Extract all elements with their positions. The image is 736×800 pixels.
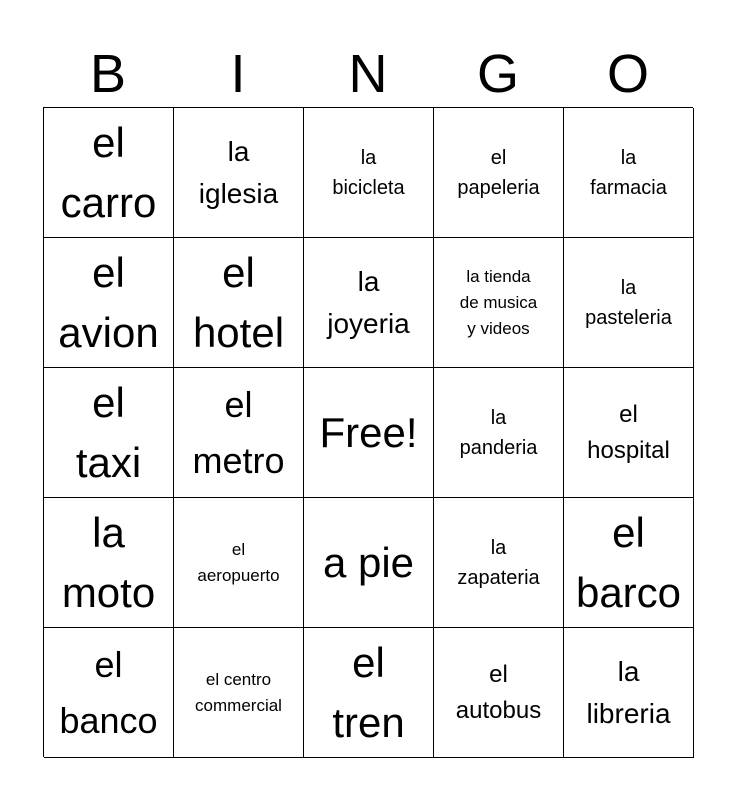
bingo-cell[interactable] [434, 498, 564, 628]
bingo-cell[interactable] [434, 628, 564, 758]
bingo-cell-label: el papeleria [457, 146, 540, 199]
bingo-cell-label: el metro [192, 383, 285, 481]
bingo-header [43, 40, 693, 108]
header-letter-g: G [476, 44, 519, 104]
bingo-cell-label: la zapateria [457, 536, 540, 589]
bingo-cell-label: el aeropuerto [197, 539, 280, 585]
bingo-cell-label: la tienda de musica y videos [459, 266, 538, 338]
bingo-cell[interactable] [174, 238, 304, 368]
bingo-cell-label: el taxi [75, 378, 142, 486]
bingo-cell[interactable] [304, 108, 434, 238]
bingo-cell-label: el centro commercial [195, 669, 282, 715]
bingo-cell[interactable] [564, 498, 694, 628]
bingo-cell-label: la farmacia [590, 146, 667, 199]
bingo-cell[interactable] [564, 238, 694, 368]
bingo-cell-label: el autobus [455, 660, 542, 724]
bingo-cell-label: el carro [60, 118, 157, 226]
bingo-cell[interactable] [304, 498, 434, 628]
bingo-cell-label: el tren [332, 638, 405, 746]
bingo-cell-label: la iglesia [198, 135, 279, 209]
header-letter-i: I [230, 44, 246, 104]
bingo-cell-label: la panderia [459, 406, 538, 459]
bingo-cell-label: la libreria [586, 655, 671, 729]
bingo-cell[interactable] [174, 628, 304, 758]
bingo-cell-label: el barco [575, 508, 682, 616]
bingo-cell[interactable] [174, 498, 304, 628]
bingo-cell[interactable] [304, 238, 434, 368]
bingo-cell-label: el hotel [192, 248, 285, 356]
bingo-cell-label: el hospital [587, 400, 670, 464]
bingo-cell-label: Free! [319, 408, 418, 456]
bingo-cell[interactable] [564, 108, 694, 238]
header-letter-o: O [606, 44, 649, 104]
bingo-cell-label: la moto [61, 508, 156, 616]
bingo-cell[interactable] [564, 628, 694, 758]
header-letter-b: B [89, 44, 127, 104]
bingo-cell[interactable] [44, 368, 174, 498]
bingo-cell[interactable] [434, 108, 564, 238]
bingo-cell-label: el banco [59, 643, 158, 741]
bingo-cell-label: a pie [322, 538, 415, 586]
header-letter-n: N [348, 44, 388, 104]
bingo-cell[interactable] [44, 108, 174, 238]
bingo-cell[interactable] [174, 368, 304, 498]
bingo-cell[interactable] [174, 108, 304, 238]
bingo-cell[interactable] [44, 628, 174, 758]
bingo-grid [43, 107, 693, 757]
bingo-cell[interactable] [434, 368, 564, 498]
bingo-cell-label: el avion [58, 248, 159, 356]
bingo-cell-label: la joyeria [327, 265, 410, 339]
bingo-cell-label: la bicicleta [332, 146, 405, 199]
bingo-cell[interactable] [304, 628, 434, 758]
bingo-cell[interactable] [434, 238, 564, 368]
bingo-cell[interactable] [44, 498, 174, 628]
bingo-cell[interactable] [44, 238, 174, 368]
bingo-cell-free[interactable] [304, 368, 434, 498]
bingo-cell-label: la pasteleria [585, 276, 672, 329]
bingo-cell[interactable] [564, 368, 694, 498]
